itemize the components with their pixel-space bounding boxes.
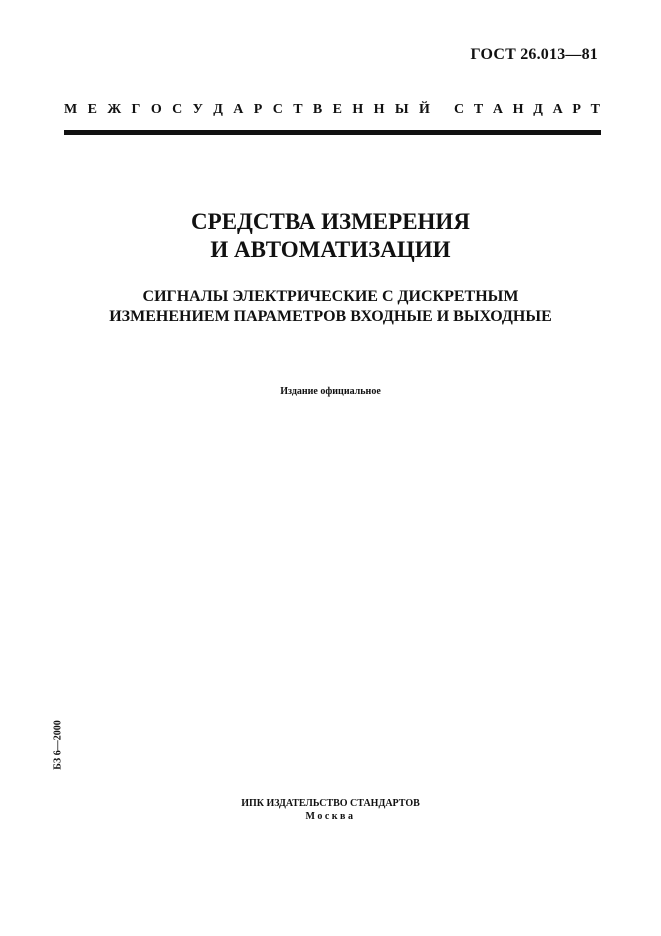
letter: А <box>492 102 503 117</box>
side-code: БЗ 6—2000 <box>52 720 64 770</box>
letter: Н <box>512 102 524 117</box>
letter: Е <box>332 102 342 117</box>
letter: Р <box>253 102 263 117</box>
edition-note: Издание официальное <box>280 386 381 397</box>
letter: Н <box>352 102 364 117</box>
letter: Д <box>533 102 543 117</box>
letter: У <box>192 102 203 117</box>
letter: Т <box>473 102 484 117</box>
document-subtitle <box>0 287 661 327</box>
letter: А <box>552 102 563 117</box>
publisher-block <box>0 797 661 823</box>
header-divider <box>64 130 601 135</box>
letter: С <box>454 102 465 117</box>
title-line: И АВТОМАТИЗАЦИИ <box>210 237 451 262</box>
letter: О <box>150 102 162 117</box>
letter: С <box>172 102 183 117</box>
document-title <box>0 208 661 264</box>
standard-type-heading <box>64 102 600 118</box>
letter: Й <box>419 102 430 117</box>
letter: С <box>272 102 283 117</box>
title-line: СРЕДСТВА ИЗМЕРЕНИЯ <box>191 209 470 234</box>
letter: Н <box>373 102 385 117</box>
letter: Ж <box>107 102 122 117</box>
letter: Е <box>87 102 97 117</box>
letter: Т <box>293 102 303 117</box>
subtitle-line: ИЗМЕНЕНИЕМ ПАРАМЕТРОВ ВХОДНЫЕ И ВЫХОДНЫЕ <box>109 308 552 325</box>
letter: В <box>312 102 323 117</box>
letter: Ы <box>394 102 409 117</box>
standard-type-word-1 <box>64 102 430 118</box>
standard-number: ГОСТ 26.013—81 <box>470 46 598 63</box>
letter: Т <box>590 102 600 117</box>
publisher-name: ИПК ИЗДАТЕЛЬСТВО СТАНДАРТОВ <box>241 798 420 809</box>
letter: А <box>233 102 244 117</box>
letter: Р <box>572 102 581 117</box>
letter: Д <box>213 102 223 117</box>
standard-type-word-2 <box>454 102 600 118</box>
subtitle-line: СИГНАЛЫ ЭЛЕКТРИЧЕСКИЕ С ДИСКРЕТНЫМ <box>142 288 519 305</box>
publisher-city: Москва <box>305 811 356 822</box>
letter: М <box>64 102 78 117</box>
letter: Г <box>131 102 141 117</box>
